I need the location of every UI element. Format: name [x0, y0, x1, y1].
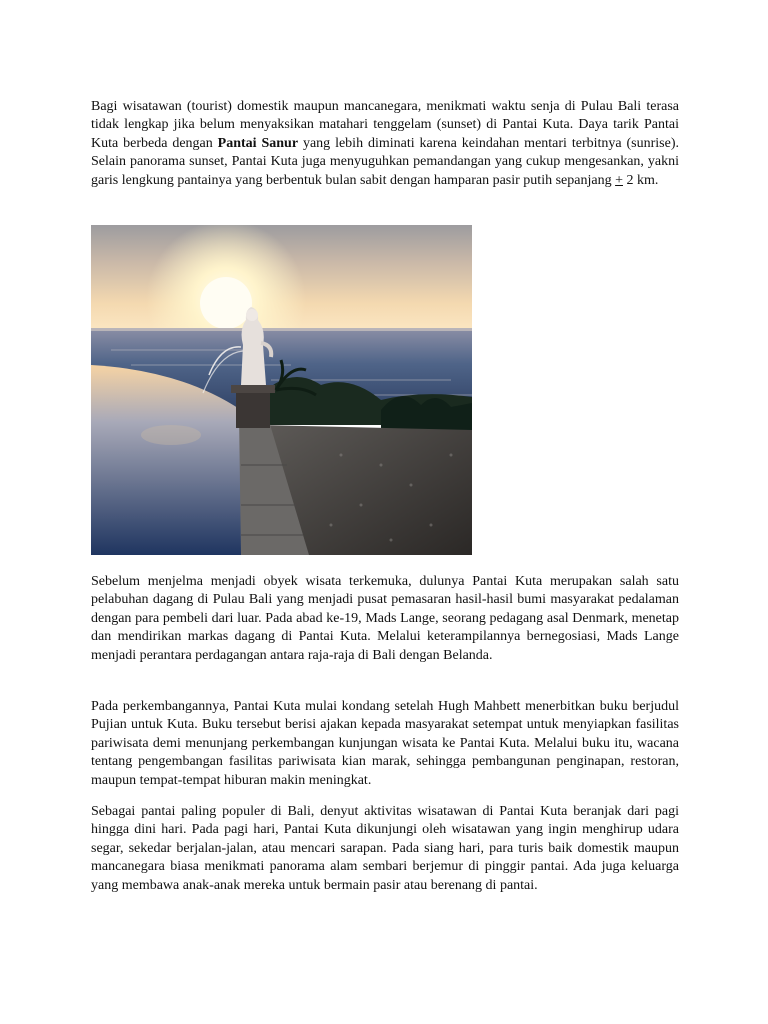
paragraph-intro-text-middle: yang lebih diminati karena keindahan mentari terbitnya (sunrise). Selain panorama sunset, Pantai Kuta juga menyuguhkan pemandangan yang cukup mengesankan, yakni garis lengkung pantainya yang berbentuk bulan sabit dengan hamparan pasir putih sepanjang — [91, 135, 679, 188]
paragraph-intro-text-start: Bagi wisatawan (tourist) domestik maupun mancanegara, menikmati waktu senja di Pulau Bali terasa tidak lengkap jika belum menyaksikan matahari tenggelam (sunset) di Pantai Kuta. Daya tarik Pantai Kuta berbeda dengan — [91, 99, 679, 151]
paragraph-intro — [91, 98, 679, 190]
pantai-sanur-bold: Pantai Sanur — [217, 135, 299, 151]
photo-illustration — [91, 225, 472, 555]
paragraph-activities: Sebagai pantai paling populer di Bali, denyut aktivitas wisatawan di Pantai Kuta beranjak dari pagi hingga dini hari. Pada pagi hari, Pantai Kuta dikunjungi oleh wisatawan yang ingin menghirup udara segar, sekedar berjalan-jalan, atau mencari sarapan. Pada siang hari, para turis baik domestik maupun mancanegara biasa menikmati panorama alam sembari berjemur di pinggir pantai. Ada juga keluarga yang membawa anak-anak mereka untuk bermain pasir atau berenang di pantai. — [91, 804, 679, 893]
paragraph-intro-text-end: 2 km. — [622, 172, 659, 188]
sunset-infinity-pool-photo — [91, 225, 472, 555]
plus-minus-symbol: + — [615, 172, 623, 188]
paragraph-development: Pada perkembangannya, Pantai Kuta mulai kondang setelah Hugh Mahbett menerbitkan buku berjudul Pujian untuk Kuta. Buku tersebut berisi ajakan kepada masyarakat setempat untuk menyiapkan fasilitas pariwisata demi menunjang perkembangan kunjungan wisata ke Pantai Kuta. Melalui buku itu, wacana tentang pengembangan fasilitas pariwisata kian marak, sehingga pembangunan penginapan, restoran, maupun tempat-tempat hiburan makin meningkat. — [91, 699, 679, 788]
paragraph-history: Sebelum menjelma menjadi obyek wisata terkemuka, dulunya Pantai Kuta merupakan salah satu pelabuhan dagang di Pulau Bali yang menjadi pusat pemasaran hasil-hasil bumi masyarakat pedalaman dengan para pembeli dari luar. Pada abad ke-19, Mads Lange, seorang pedagang asal Denmark, menetap dan mendirikan markas dagang di Pantai Kuta. Melalui keterampilannya bernegosiasi, Mads Lange menjadi perantara perdagangan antara raja-raja di Bali dengan Belanda. — [91, 574, 679, 663]
